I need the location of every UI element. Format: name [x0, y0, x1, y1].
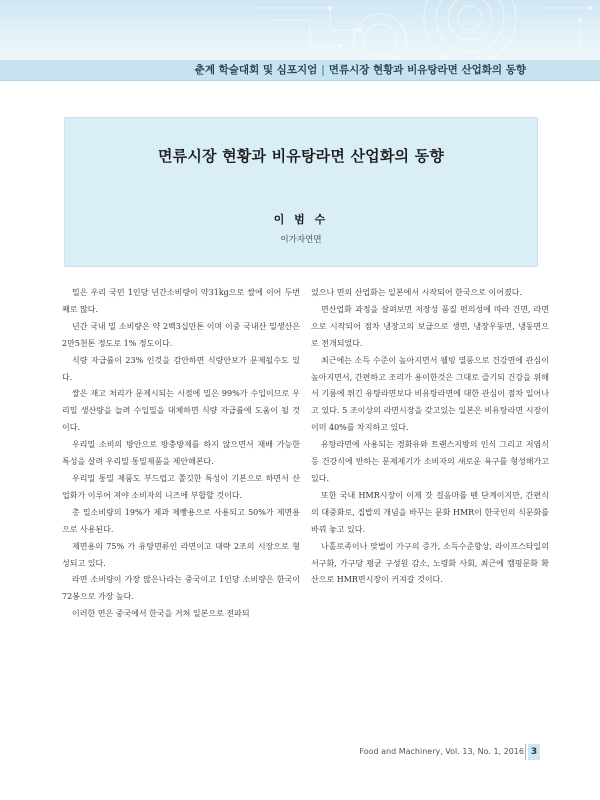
page-number: 3 — [528, 744, 540, 760]
paragraph: 우리밀 통밀 제품도 부드럽고 쫄깃한 특성이 기본으로 하면서 산업화가 이루어 져야 소비자의 니즈에 부합할 것이다. — [62, 473, 300, 500]
header-separator: | — [321, 64, 325, 76]
paragraph: 면산업화 과정을 살펴보면 저장성 품질 편의성에 따라 건면, 라면으로 시작되어 점차 냉장고의 보급으로 생면, 냉장우동면, 냉동면으로 전개되었다. — [311, 304, 549, 348]
paragraph: 또한 국내 HMR시장이 이제 갓 걸음마를 뗀 단계이지만, 간편식의 대중화로, 집밥의 개념을 바꾸는 문화 HMR이 한국인의 식문화를 바꿔 놓고 있다. — [311, 490, 549, 534]
paragraph: 년간 국내 밀 소비량은 약 2백3십만톤 이며 이중 국내산 밀생산은 2만5천톤 정도로 1% 정도이다. — [62, 321, 300, 348]
paragraph: 우리밀 소비의 방안으로 방충방제를 하지 않으면서 재배 가능한 특성을 살려 우리밀 통밀제품을 제안해본다. — [62, 440, 300, 467]
body-column-left — [62, 285, 300, 623]
paragraph: 밀은 우리 국민 1인당 년간소비량이 약31kg으로 쌀에 이어 두번째로 많다. — [62, 288, 300, 314]
circuit-pattern-icon — [0, 0, 600, 60]
paragraph: 나홀로족이나 맞벌이 가구의 증가, 소득수준향상, 라이프스타일의 서구화, 가구당 평균 구성원 감소, 노령화 사회, 최근에 캠핑문화 확산으로 HMR면시장이 커져갈 것이다. — [311, 541, 549, 585]
paragraph: 유탕라면에 사용되는 경화유와 트랜스지방의 인식 그리고 저염식등 건강식에 반하는 문제제기가 소비자의 새로운 욕구를 형성해가고 있다. — [311, 440, 549, 483]
paragraph: 었으나 면의 산업화는 일본에서 시작되어 한국으로 이어졌다. — [311, 288, 522, 297]
paragraph: 총 밀소비량의 19%가 제과 제빵용으로 사용되고 50%가 제면용으로 사용된다. — [62, 507, 300, 534]
title-box — [64, 117, 538, 267]
running-header — [195, 61, 526, 79]
paragraph: 식량 자급률이 23% 인것을 감안하면 식량안보가 문제될수도 있다. — [62, 355, 300, 382]
paragraph: 쌀은 재고 처리가 문제시되는 시점에 밀은 99%가 수입이므로 우리밀 생산량을 늘려 수입밀을 대체하면 식량 자급률에 도움이 될 것이다. — [62, 389, 300, 433]
journal-citation: Food and Machinery, Vol. 13, No. 1, 2016 — [359, 747, 524, 756]
paragraph: 이러한 면은 중국에서 한국을 거쳐 일본으로 전파되 — [72, 609, 250, 619]
paragraph: 최근에는 소득 수준이 높아지면서 웰빙 열풍으로 건강면에 관심이 높아지면서, 간편하고 조리가 용이한것은 그대로 즐기되 건강을 위해서 기름에 튀긴 유탕라면보다 비유탕라면에 대한 관심이 점차 일어나고 있다. 5 조이상의 라면시장을 갖고있는 일본은 비유탕라면 시장이 이미 40%를 차지하고 있다. — [311, 355, 549, 433]
running-header-section: 춘계 학술대회 및 심포지엄 — [194, 64, 318, 76]
header-decoration — [0, 0, 600, 60]
page-title: 면류시장 현황과 비유탕라면 산업화의 동향 — [157, 147, 445, 165]
running-header-article: 면류시장 현황과 비유탕라면 산업화의 동향 — [328, 64, 526, 76]
author-name: 이 범 수 — [273, 213, 329, 226]
footer-divider — [525, 744, 526, 760]
paragraph: 제면용의 75% 가 유탕면류인 라면이고 대략 2조의 시장으로 형성되고 있다. — [62, 541, 300, 568]
paragraph: 라면 소비량이 가장 많은나라는 중국이고 1인당 소비량은 한국이 72봉으로 가장 높다. — [62, 575, 300, 602]
author-affiliation: 이가자연면 — [280, 235, 322, 245]
body-column-right — [311, 285, 549, 589]
